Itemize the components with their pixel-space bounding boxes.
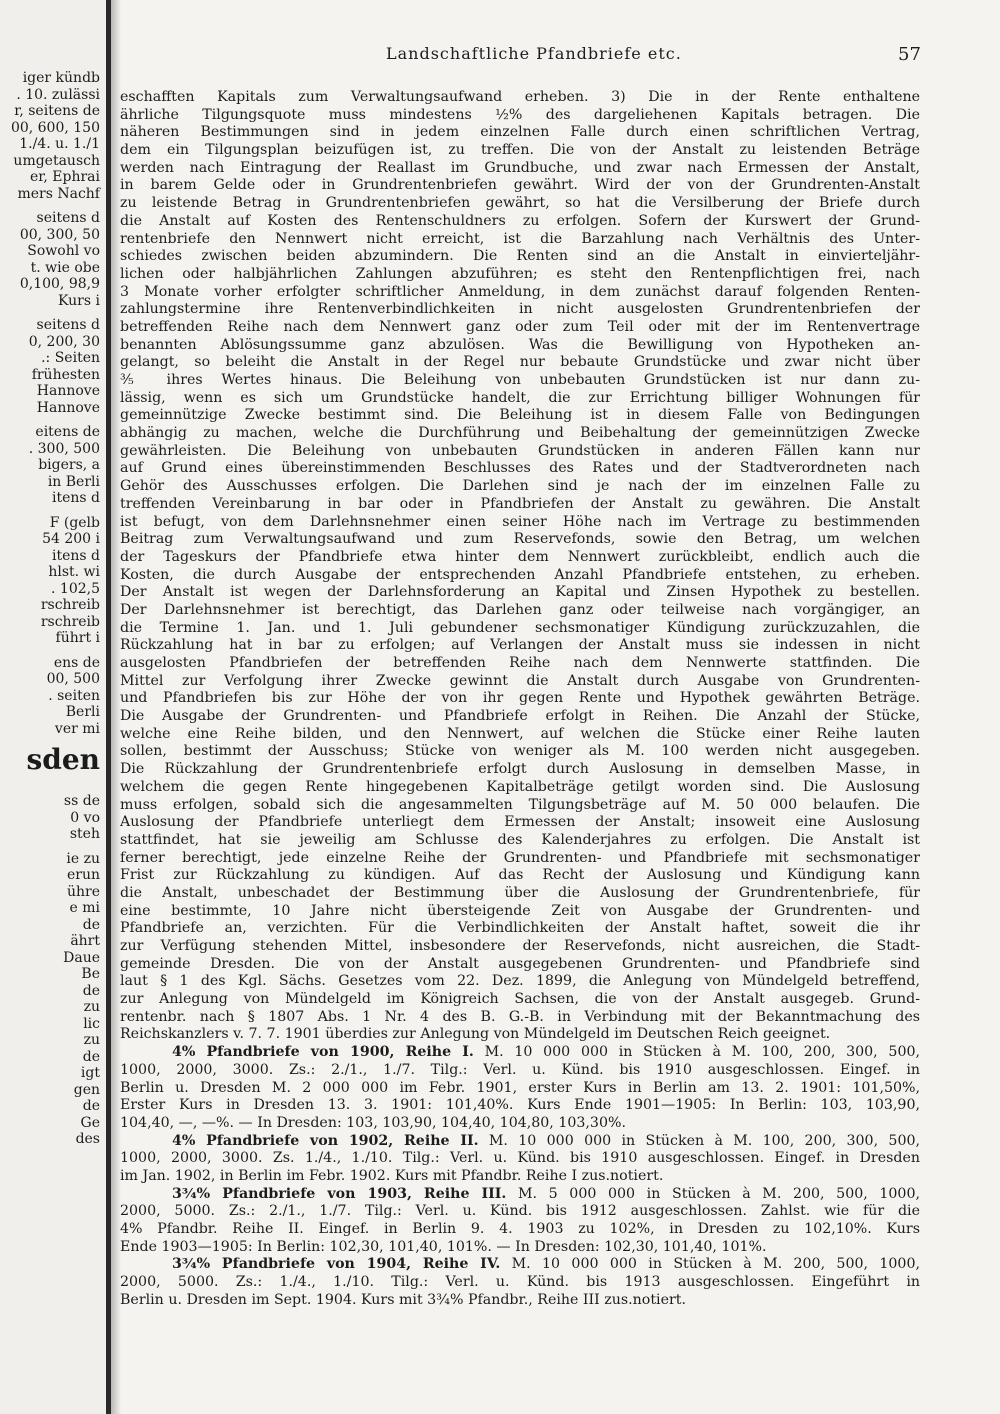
issue-line: 4% Pfandbr. Reihe II. Eingef. in Berlin 9. 4. 1903 zu 102%, in Dresden zu 102,10%. Kurs: [120, 1221, 920, 1237]
body-line: näheren Bestimmungen sind in jedem einzelnen Falle durch einen schriftlichen Vertrag,: [120, 124, 920, 141]
facing-page-line: 0, 200, 30: [28, 333, 100, 350]
issue-title: 3¾% Pfandbriefe von 1904, Reihe IV.: [172, 1256, 501, 1273]
body-line: Kosten, die durch Ausgabe der entsprechenden Anzahl Pfandbriefe entstehen, zu erheben.: [120, 566, 920, 583]
facing-page-line: F (gelb: [49, 514, 100, 531]
body-line: gewährleisten. Die Beleihung von unbebauten Grundstücken in anderen Fällen kann nur: [120, 442, 920, 459]
body-line: Rückzahlung hat in bar zu erfolgen; auf Verlangen der Anstalt muss sie indessen in nicht: [120, 637, 920, 654]
body-line: lässig, wenn es sich um Grundstücke handelt, die zur Errichtung billiger Wohnungen für: [120, 389, 920, 406]
facing-page-line: rschreib: [40, 613, 100, 630]
facing-page-line: itens d: [51, 547, 100, 564]
body-line: Pfandbriefe an, verzichten. Für die Verbindlichkeiten der Anstalt haftet, soweit die ihr: [120, 920, 920, 937]
facing-page-line: itens d: [51, 490, 100, 506]
body-line: ist befugt, von dem Darlehnsnehmer einen seiner Höhe nach im Vertrage zu bestimmenden: [120, 513, 920, 530]
facing-page-line: seitens d: [36, 210, 100, 226]
body-line: laut § 1 des Kgl. Sächs. Gesetzes vom 22. Dez. 1899, die Anlegung von Mündelgeld betreffend,: [120, 973, 920, 990]
facing-page-line: zu: [83, 1032, 100, 1048]
issue-line: 1000, 2000, 3000. Zs.: 2./1., 1./7. Tilg.: Verl. u. Künd. bis 1910 ausgeschlossen. Eingef. in: [120, 1061, 920, 1078]
issue-text: M. 10 000 000 in Stücken à M. 100, 200, 300, 500,: [473, 1044, 920, 1061]
body-line: dem ein Tilgungsplan beizufügen ist, zu treffen. Die von der Anstalt zu leistenden Beträge: [120, 142, 920, 159]
body-line: gelangt, so beleiht die Anstalt in der Regel nur bebaute Grundstücke und zwar nicht über: [120, 354, 920, 371]
facing-page-line: 00, 600, 150: [10, 119, 100, 136]
issue-heading-line: [120, 1186, 920, 1204]
facing-page-line: erun: [66, 867, 100, 883]
facing-page-line: 00, 500: [46, 671, 100, 687]
facing-page-line: de: [82, 916, 100, 933]
body-line: rentenbriefe den Nennwert nicht erreicht, ist die Barzahlung nach Verhältnis des Unter-: [120, 230, 920, 247]
body-line: die Anstalt auf Kosten des Rentenschuldners zu erfolgen. Sofern der Kurswert der Grund-: [120, 212, 920, 229]
facing-page-line: e mi: [69, 900, 100, 916]
facing-page-line: t. wie obe: [30, 259, 100, 276]
issue-title: 4% Pfandbriefe von 1900, Reihe I.: [172, 1044, 474, 1061]
facing-page-line: 54 200 i: [42, 531, 100, 547]
body-line: stattfindet, hat sie jeweilig am Schlusse des Kalenderjahres zu erfolgen. Die Anstalt ist: [120, 831, 920, 848]
facing-page-line: .: Seiten: [41, 350, 100, 366]
facing-page-line: eitens de: [35, 424, 100, 440]
body-line: eschafften Kapitals zum Verwaltungsaufwand erheben. 3) Die in der Rente enthaltene: [120, 89, 920, 105]
body-line: Reichskanzlers v. 7. 7. 1901 überdies zur Anlegung von Mündelgeld im Deutschen Reich geeignet.: [120, 1026, 831, 1043]
body-line: werden nach Eintragung der Reallast im Grundbuche, und zwar nach Ermessen der Anstalt,: [120, 159, 920, 176]
facing-page-line: . 102,5: [51, 580, 100, 597]
issue-line: 1000, 2000, 3000. Zs. 1./4., 1./10. Tilg.: Verl. u. Künd. bis 1910 ausgeschlossen. Eingef. in Dresden: [120, 1150, 920, 1167]
body-line: Frist zur Rückzahlung zu kündigen. Auf das Recht der Auslosung und Kündigung kann: [120, 867, 920, 884]
facing-page-line: ühre: [66, 883, 100, 900]
body-line: Die Ausgabe der Grundrenten- und Pfandbriefe erfolgt in Reihen. Die Anzahl der Stücke,: [120, 708, 920, 725]
facing-page-line: ährt: [70, 933, 100, 949]
issue-line: Erster Kurs in Dresden 13. 3. 1901: 101,40%. Kurs Ende 1901—1905: In Berlin: 103, 103,90,: [120, 1097, 920, 1114]
body-line: gemeinnützige Zwecke bestimmt sind. Die Beleihung ist in diesem Falle von Bedingungen: [120, 407, 920, 424]
body-line: lichen oder halbjährlichen Zahlungen abzuführen; es steht den Rentenpflichtigen frei, nach: [120, 265, 920, 282]
facing-page-line: Berli: [65, 704, 100, 720]
body-line: Der Darlehnsnehmer ist berechtigt, das Darlehen ganz oder teilweise nach vorgängiger, an: [120, 601, 920, 618]
facing-page-line: lic: [83, 1015, 100, 1032]
facing-page-line: Hannove: [36, 383, 100, 399]
body-line: zur Anlegung von Mündelgeld im Königreich Sachsen, die von der Anstalt ausgegeb. Grund-: [120, 991, 920, 1008]
body-line: Auslosung der Pfandbriefe unterliegt dem Ermessen der Anstalt; insoweit eine Auslosung: [120, 814, 920, 831]
body-line: sollen, bestimmt der Ausschuss; Stücke von weniger als M. 100 werden nicht ausgegeben.: [120, 743, 920, 760]
facing-page-fragment: [0, 0, 111, 1414]
running-head: Landschaftliche Pfandbriefe etc.: [386, 44, 682, 63]
body-line: schiedes zwischen beiden abzumindern. Die Renten sind an die Anstalt in einvierteljähr-: [120, 248, 920, 265]
body-line: zu leistende Betrag in Grundrentenbriefen gewährt, so hat die Versilberung der Briefe durch: [120, 195, 920, 212]
issue-line: 2000, 5000. Zs.: 1./4., 1./10. Tilg.: Verl. u. Künd. bis 1913 ausgeschlossen. Eingeführt in: [120, 1274, 920, 1291]
facing-page-line: umgetausch: [13, 152, 100, 169]
facing-page-line: 0,100, 98,9: [19, 276, 100, 292]
page-number: 57: [898, 44, 921, 65]
issue-title: 3¾% Pfandbriefe von 1903, Reihe III.: [172, 1185, 507, 1202]
facing-page-line: ie zu: [66, 850, 100, 867]
issue-title: 4% Pfandbriefe von 1902, Reihe II.: [172, 1132, 479, 1149]
body-line: abhängig zu machen, welche die Durchführung und Beibehaltung der gemeinnützigen Zwecke: [120, 425, 920, 442]
facing-page-line: zu: [83, 999, 100, 1015]
body-line: muss erfolgen, sobald sich die angesammelten Tilgungsbeträge auf M. 50 000 belaufen. Die: [120, 796, 920, 813]
facing-page-line: ver mi: [54, 720, 100, 737]
facing-page-line: r, seitens de: [14, 103, 100, 119]
facing-page-line: igt: [80, 1065, 100, 1081]
facing-page-line: de: [82, 982, 100, 999]
body-line: ausgelosten Pfandbriefen der betreffenden Reihe nach dem Nennwerte stattfinden. Die: [120, 655, 920, 671]
facing-page-line: bigers, a: [38, 457, 100, 473]
issue-line: Berlin u. Dresden im Sept. 1904. Kurs mit 3¾% Pfandbr., Reihe III zus.notiert.: [120, 1291, 686, 1308]
facing-page-line: führt i: [55, 630, 100, 646]
facing-page-line: de: [82, 1048, 100, 1065]
facing-page-line: de: [82, 1098, 100, 1114]
issue-line: 2000, 5000. Zs.: 2./1., 1./7. Tilg.: Verl. u. Künd. bis 1912 ausgeschlossen. Zahlst. wie für die: [120, 1203, 920, 1220]
facing-page-line: Kurs i: [58, 292, 100, 309]
facing-page-line: des: [75, 1131, 100, 1147]
body-line: und Pfandbriefen bis zur Höhe der von ihr gegen Rente und Hypothek gewährten Beträge.: [120, 690, 920, 707]
facing-page-line: ss de: [63, 793, 100, 809]
issue-line: Ende 1903—1905: In Berlin: 102,30, 101,40, 101%. — In Dresden: 102,30, 101,40, 101%.: [120, 1238, 767, 1255]
body-line: Mittel zur Verfolgung ihrer Zwecke gewinnt die Anstalt durch Ausgabe von Grundrenten-: [120, 672, 920, 689]
facing-page-line: ens de: [53, 654, 100, 671]
body-line: Der Anstalt ist wegen der Darlehnsforderung an Kapital und Zinsen Hypothek zu bestellen.: [120, 584, 920, 601]
body-line: die Anstalt, unbeschadet der Bestimmung über die Auslosung der Grundrentenbriefe, für: [120, 884, 920, 901]
body-line: rentenbr. nach § 1807 Abs. 1 Nr. 4 des B. G.-B. in Verbindung mit der Bekanntmachung des: [120, 1008, 920, 1025]
facing-page-line: 0 vo: [70, 809, 100, 826]
issue-line: im Jan. 1902, in Berlin im Febr. 1902. Kurs mit Pfandbr. Reihe I zus.notiert.: [120, 1167, 664, 1184]
body-line: benannten Ablösungssumme ganz abzulösen. Was die Bewilligung von Hypotheken an-: [120, 336, 920, 353]
issue-text: M. 10 000 000 in Stücken à M. 200, 500, 1000,: [500, 1256, 920, 1273]
body-line: 3 Monate vorher erfolgter schriftlicher Anmeldung, in dem zunächst darauf folgenden Renten-: [120, 283, 920, 300]
issue-line: Berlin u. Dresden M. 2 000 000 im Febr. 1901, erster Kurs in Berlin am 13. 2. 1901: 101,50%,: [120, 1079, 920, 1096]
issue-heading-line: [120, 1256, 920, 1274]
body-line: eine bestimmte, 10 Jahre nicht übersteigende Zeit von Ausgabe der Grundrenten- und: [120, 902, 920, 919]
facing-page-line: er, Ephrai: [29, 169, 100, 185]
facing-page-line: 00, 300, 50: [19, 226, 100, 243]
body-line: gemeinde Dresden. Die von der Anstalt ausgegebenen Grundrenten- und Pfandbriefe sind: [120, 955, 920, 972]
body-line: Gehör des Ausschusses erfolgen. Die Darlehen sind je nach der im einzelnen Falle zu: [120, 478, 920, 495]
facing-page-line: sden: [26, 743, 100, 776]
facing-page-line: mers Nachf: [17, 185, 100, 202]
body-line: treffenden Vereinbarung in bar oder in Pfandbriefen der Anstalt zu gewähren. Die Anstalt: [120, 495, 920, 512]
facing-page-line: steh: [69, 826, 100, 842]
body-line: ährliche Tilgungsquote muss mindestens ½% des dargeliehenen Kapitals betragen. Die: [120, 106, 920, 123]
facing-page-line: frühesten: [31, 366, 100, 383]
facing-page-line: Sowohl vo: [27, 243, 100, 259]
body-line: Die Rückzahlung der Grundrentenbriefe erfolgt durch Auslosung in demselben Masse, in: [120, 761, 920, 778]
facing-page-line: Ge: [80, 1114, 100, 1131]
issue-heading-line: [120, 1044, 920, 1062]
issue-text: M. 10 000 000 in Stücken à M. 100, 200, 300, 500,: [478, 1132, 920, 1149]
facing-page-line: . 300, 500: [28, 440, 100, 457]
facing-page-line: hlst. wi: [48, 564, 100, 580]
body-line: betreffenden Reihe nach dem Nennwert ganz oder zum Teil oder mit der im Rentenvertrage: [120, 318, 920, 335]
body-line: Beitrag zum Verwaltungsaufwand und zum Reservefonds, sowie den Betrag, um welchen: [120, 531, 920, 548]
facing-page-line: . seiten: [48, 687, 100, 704]
body-line: auf Grund eines übereinstimmenden Beschlusses des Rates und der Stadtverordneten nach: [120, 460, 920, 477]
issue-line: 104,40, —, —%. — In Dresden: 103, 103,90, 104,40, 104,80, 103,30%.: [120, 1114, 626, 1131]
body-line: zahlungstermine ihre Rentenverbindlichkeiten in nicht ausgelosten Grundrentenbriefen der: [120, 301, 920, 318]
facing-page-line: in Berli: [47, 473, 100, 490]
body-line: in barem Gelde oder in Grundrentenbriefen gewährt. Wird der von der Grundrenten-Anstalt: [120, 177, 920, 194]
issue-heading-line: [120, 1133, 920, 1151]
body-line: der Tageskurs der Pfandbriefe etwa hinter dem Nennwert zurückbleibt, endlich auch die: [120, 548, 920, 565]
facing-page-line: gen: [73, 1081, 100, 1098]
main-text-column: [120, 89, 920, 1309]
body-line: die Termine 1. Jan. und 1. Juli gebundener sechsmonatiger Kündigung zurückzuzahlen, die: [120, 619, 920, 636]
facing-page-line: . 10. zulässi: [16, 86, 100, 103]
issue-text: M. 5 000 000 in Stücken à M. 200, 500, 1000,: [506, 1185, 920, 1202]
facing-page-line: Be: [81, 966, 100, 982]
body-line: zur Verfügung stehenden Mittel, insbesondere der Reservefonds, nicht ausreichen, die Stadt-: [120, 938, 920, 954]
body-line: ⅗ ihres Wertes hinaus. Die Beleihung von unbebauten Grundstücken ist nur dann zu-: [120, 372, 920, 388]
facing-page-line: rschreib: [40, 597, 100, 613]
facing-page-line: seitens d: [36, 317, 100, 333]
facing-page-line: Hannove: [36, 399, 100, 416]
body-line: welchem die gegen Rente hingegebenen Kapitalbeträge getilgt worden sind. Die Auslosung: [120, 778, 920, 795]
body-line: welche eine Reihe bilden, und den Nennwert, auf welchen die Stücke einer Reihe lauten: [120, 725, 920, 742]
body-line: ferner berechtigt, jede einzelne Reihe der Grundrenten- und Pfandbriefe mit sechsmonatiger: [120, 849, 920, 866]
facing-page-line: 1./4. u. 1./1: [19, 136, 100, 152]
facing-page-line: Daue: [63, 949, 100, 966]
facing-page-line: iger kündb: [22, 70, 100, 86]
